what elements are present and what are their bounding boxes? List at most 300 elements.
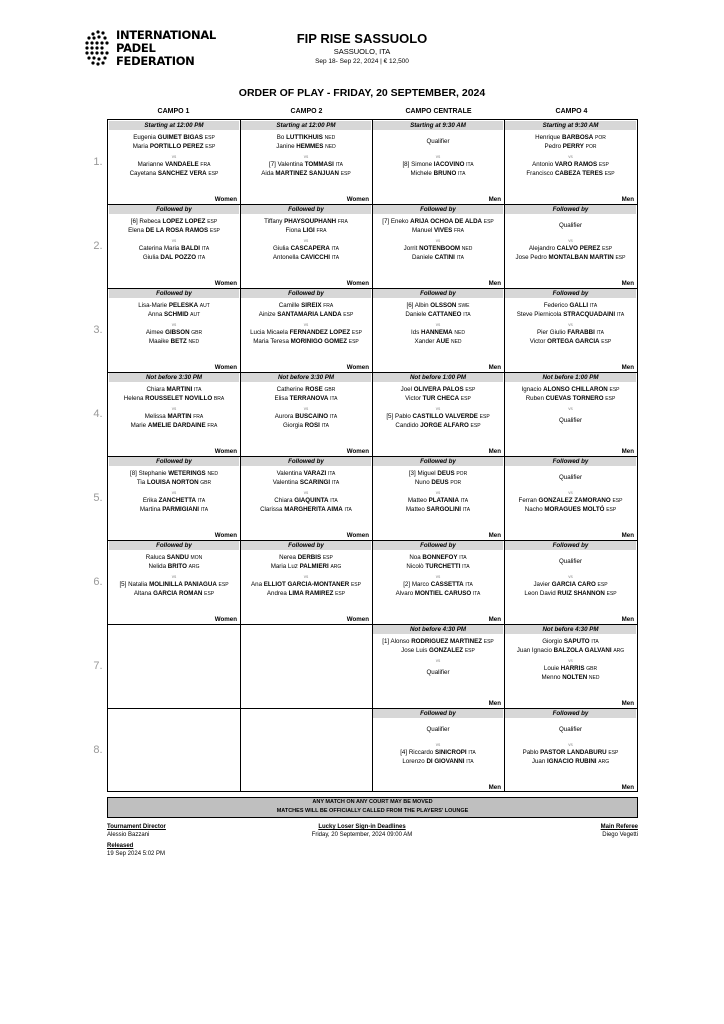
player-line (240, 581, 372, 589)
player-last-name: ROSI (304, 422, 320, 429)
match-cell (504, 372, 637, 456)
player-line (240, 218, 372, 226)
match-time-header: Not before 1:00 PM (373, 373, 503, 382)
player-line (504, 726, 637, 734)
row-number: 5. (93, 492, 103, 504)
match-cell (108, 288, 240, 372)
player-first-name: Raluca (145, 554, 166, 561)
player-last-name: MONTALBAN MARTIN (548, 254, 614, 261)
lucky-loser-label: Lucky Loser Sign-in Deadlines (318, 824, 406, 830)
player-last-name: CABEZA TERES (554, 170, 603, 177)
player-country: ITA (463, 312, 471, 318)
player-last-name: CAVICCHI (300, 254, 330, 261)
player-first-name: Alonso (390, 638, 410, 645)
player-country: ESP (340, 171, 351, 177)
player-line (240, 302, 372, 310)
vs-label: vs (171, 322, 177, 327)
player-first-name: Nacho (524, 506, 543, 513)
player-first-name: Maria Luz (270, 563, 298, 570)
player-country: FRA (200, 162, 211, 168)
player-first-name: Ferran (518, 497, 537, 504)
player-line (108, 302, 240, 310)
tournament-title: FIP RISE SASSUOLO (296, 31, 428, 46)
player-first-name: Altana (133, 590, 152, 597)
player-last-name: DAL POZZO (160, 254, 197, 261)
player-country: ITA (462, 507, 471, 513)
match-category: Women (346, 280, 369, 287)
match-time-header: Followed by (241, 205, 371, 214)
player-line (240, 479, 372, 487)
player-last-name: RUIZ SHANNON (557, 590, 605, 597)
player-last-name: VARO RAMOS (554, 161, 598, 168)
match-category: Men (488, 280, 501, 287)
vs-label: vs (435, 658, 441, 663)
player-country: ITA (456, 255, 465, 261)
player-line (504, 558, 637, 566)
player-last-name: MARTINI (166, 386, 193, 393)
vs-label: vs (171, 406, 177, 411)
player-last-name: MORINIGO GOMEZ (290, 338, 347, 345)
match-time-header: Followed by (505, 709, 636, 718)
match-category: Men (621, 196, 634, 203)
player-line (504, 474, 637, 482)
match-cell (372, 540, 504, 624)
player-country: ESP (209, 228, 220, 234)
player-country: POR (595, 135, 606, 141)
player-last-name: SARGOLINI (426, 506, 461, 513)
vs-label: vs (568, 154, 573, 159)
vs-label: vs (568, 658, 573, 663)
player-first-name: Riccardo (408, 749, 434, 756)
player-first-name: Qualifier (426, 669, 450, 676)
player-country: ITA (200, 507, 209, 513)
match-time-header: Not before 3:30 PM (109, 373, 239, 382)
player-country: NED (325, 144, 336, 150)
player-first-name: Helena (123, 395, 144, 402)
player-last-name: LOPEZ LOPEZ (162, 218, 206, 225)
player-first-name: Albin (414, 302, 429, 309)
player-first-name: Aida (261, 170, 274, 177)
player-country: NED (207, 471, 218, 477)
match-category: Men (621, 784, 634, 791)
player-country: ESP (483, 219, 494, 225)
vs-label: vs (303, 238, 309, 243)
player-first-name: Francisco (526, 170, 554, 177)
player-last-name: OLSSON (430, 302, 457, 309)
player-line (504, 665, 637, 673)
player-line (372, 218, 504, 226)
player-first-name: Leon David (524, 590, 556, 597)
player-last-name: CATINI (434, 254, 455, 261)
director-block (107, 823, 166, 858)
player-first-name: Steve Piernicola (516, 311, 562, 318)
player-country: ESP (208, 171, 219, 177)
player-country: ITA (197, 255, 206, 261)
match-category: Men (488, 784, 501, 791)
player-last-name: GALLI (569, 302, 589, 309)
match-time-header: Followed by (373, 457, 503, 466)
referee-block (601, 823, 638, 839)
match-category: Women (214, 448, 237, 455)
player-line (108, 413, 240, 421)
player-country: ITA (458, 171, 466, 177)
player-last-name: VANDAELE (165, 161, 199, 168)
player-country: FRA (323, 303, 334, 309)
player-first-name: Giorgia (283, 422, 303, 429)
vs-label: vs (435, 154, 441, 159)
player-country: ITA (331, 246, 339, 252)
player-line (504, 417, 637, 425)
player-line (504, 758, 637, 766)
match-category: Women (346, 616, 369, 623)
player-line (504, 338, 637, 346)
player-first-name: Lorenzo (402, 758, 425, 765)
player-country: ESP (207, 219, 218, 225)
player-country: SWE (458, 303, 470, 309)
referee-label: Main Referee (600, 824, 638, 830)
player-first-name: Valentina (276, 470, 302, 477)
player-country: ITA (460, 498, 469, 504)
match-cell (372, 708, 504, 792)
match-cell (240, 120, 372, 204)
match-time-header: Followed by (109, 541, 239, 550)
player-seed: [6] (406, 302, 414, 309)
notice-banner (107, 797, 638, 818)
player-line (240, 386, 372, 394)
player-line (372, 581, 504, 589)
match-time-header: Starting at 12:00 PM (109, 121, 239, 130)
player-country: ESP (597, 582, 608, 588)
player-first-name: Qualifier (426, 138, 450, 145)
player-first-name: Marco (411, 581, 430, 588)
match-time-header: Followed by (505, 205, 636, 214)
director-label: Tournament Director (107, 824, 166, 830)
player-first-name: Candido (395, 422, 419, 429)
player-first-name: Aimee (145, 329, 164, 336)
player-line (372, 647, 504, 655)
player-last-name: MARTINEZ SANJUAN (275, 170, 339, 177)
player-first-name: Andrea (266, 590, 287, 597)
match-cell (504, 204, 637, 288)
player-country: ESP (602, 246, 613, 252)
player-first-name: Pier Giulio (537, 329, 566, 336)
player-line (504, 674, 637, 682)
row-number: 3. (93, 324, 103, 336)
player-first-name: Catherine (276, 386, 304, 393)
player-country: ITA (194, 387, 202, 393)
player-last-name: AUE (436, 338, 450, 345)
player-line (504, 311, 637, 319)
player-last-name: SCARINGI (299, 479, 331, 486)
player-last-name: PLATANIA (428, 497, 459, 504)
player-last-name: ROSE (305, 386, 323, 393)
player-last-name: TUR CHECA (422, 395, 460, 402)
vs-label: vs (435, 742, 441, 747)
player-country: ARG (613, 648, 625, 654)
player-last-name: MONTIEL CARUSO (414, 590, 472, 597)
player-country: ITA (459, 555, 467, 561)
player-first-name: Martina (139, 506, 161, 513)
vs-label: vs (435, 322, 441, 327)
player-country: ITA (468, 750, 476, 756)
player-line (504, 386, 637, 394)
player-first-name: Michele (410, 170, 432, 177)
player-line (504, 590, 637, 598)
player-line (240, 161, 372, 169)
match-category: Women (214, 616, 237, 623)
match-time-header: Not before 3:30 PM (241, 373, 371, 382)
player-country: ESP (608, 750, 619, 756)
player-seed: [8] (402, 161, 410, 168)
player-last-name: LIMA RAMIREZ (288, 590, 334, 597)
match-cell (372, 204, 504, 288)
player-first-name: Pedro (544, 143, 562, 150)
row-number: 8. (93, 744, 103, 756)
player-country: ITA (466, 759, 474, 765)
player-last-name: CATTANEO (428, 311, 462, 318)
player-country: ESP (205, 144, 216, 150)
vs-label: vs (568, 490, 573, 495)
player-first-name: Bo (276, 134, 285, 141)
player-seed: [6] (130, 218, 138, 225)
vs-label: vs (435, 238, 441, 243)
match-time-header: Starting at 12:00 PM (241, 121, 371, 130)
player-country: ESP (479, 414, 490, 420)
player-country: NED (588, 675, 600, 681)
player-line (504, 638, 637, 646)
player-country: ITA (201, 246, 210, 252)
player-last-name: IGNACIO RUBINI (547, 758, 597, 765)
notice-line: ANY MATCH ON ANY COURT MAY BE MOVED (312, 799, 433, 805)
match-category: Men (621, 532, 634, 539)
player-line (372, 254, 504, 262)
player-seed: [4] (400, 749, 408, 756)
player-line (108, 329, 240, 337)
match-time-header: Followed by (373, 541, 503, 550)
player-country: FRA (193, 414, 204, 420)
player-line (372, 413, 504, 421)
player-first-name: Lucia Micaela (250, 329, 288, 336)
tournament-location: SASSUOLO, ITA (333, 47, 391, 56)
player-last-name: ALONSO CHILLARON (543, 386, 608, 393)
player-last-name: PORTILLO PEREZ (149, 143, 204, 150)
player-last-name: LOUISA NORTON (146, 479, 199, 486)
player-last-name: FARABBI (567, 329, 595, 336)
player-first-name: Valentina (277, 161, 303, 168)
player-last-name: DEUS (437, 470, 455, 477)
player-first-name: Giorgio (542, 638, 563, 645)
player-line (240, 413, 372, 421)
player-line (108, 386, 240, 394)
player-last-name: TURCHETTI (425, 563, 461, 570)
player-first-name: Nuno (414, 479, 430, 486)
player-country: ESP (615, 255, 626, 261)
player-first-name: Antonella (272, 254, 299, 261)
player-country: ITA (197, 498, 206, 504)
player-country: ARG (598, 759, 610, 765)
player-line (240, 497, 372, 505)
vs-label: vs (435, 490, 441, 495)
player-first-name: Marie (130, 422, 147, 429)
player-line (372, 669, 504, 677)
vs-label: vs (171, 238, 177, 243)
player-seed: [3] (408, 470, 416, 477)
player-last-name: CASSETTA (430, 581, 464, 588)
player-first-name: Alvaro (395, 590, 414, 597)
player-line (108, 479, 240, 487)
player-first-name: Nelida (148, 563, 167, 570)
match-cell (240, 456, 372, 540)
player-line (240, 311, 372, 319)
match-category: Men (488, 196, 501, 203)
player-seed: [8] (129, 470, 137, 477)
player-line (240, 470, 372, 478)
player-country: FRA (207, 423, 218, 429)
player-line (372, 422, 504, 430)
player-line (372, 554, 504, 562)
match-cell (504, 624, 637, 708)
match-time-header: Followed by (109, 205, 239, 214)
player-last-name: ARIJA OCHOA DE ALDA (410, 218, 482, 225)
player-country: ESP (609, 387, 620, 393)
player-country: GBR (586, 666, 598, 672)
player-line (240, 329, 372, 337)
player-last-name: ELLIOT GARCIA-MONTANER (263, 581, 350, 588)
logo-line: PADEL (116, 41, 156, 55)
player-line (108, 134, 240, 142)
player-first-name: Qualifier (558, 558, 583, 565)
player-line (108, 170, 240, 178)
lucky-loser-value: Friday, 20 September, 2024 09:00 AM (311, 832, 413, 838)
player-line (108, 254, 240, 262)
player-first-name: Ana (251, 581, 263, 588)
player-first-name: Noa (409, 554, 421, 561)
notice-line: MATCHES WILL BE OFFICIALLY CALLED FROM THE PLAYERS' LOUNGE (276, 808, 469, 814)
player-line (504, 497, 637, 505)
match-category: Women (214, 532, 237, 539)
player-country: AUT (199, 303, 210, 309)
match-time-header: Followed by (373, 709, 503, 718)
player-last-name: VARAZI (303, 470, 327, 477)
player-country: ITA (465, 582, 473, 588)
match-cell (108, 456, 240, 540)
player-line (240, 170, 372, 178)
player-line (240, 338, 372, 346)
player-first-name: Maria Teresa (253, 338, 289, 345)
player-line (372, 161, 504, 169)
player-last-name: NOLTEN (562, 674, 588, 681)
schedule-grid (107, 119, 638, 792)
player-last-name: MORAGUES MOLTÓ (544, 506, 605, 513)
vs-label: vs (171, 490, 177, 495)
match-cell (240, 372, 372, 456)
player-first-name: Victor (529, 338, 546, 345)
vs-label: vs (303, 406, 309, 411)
match-time-header: Followed by (373, 289, 503, 298)
player-line (504, 143, 637, 151)
player-line (240, 245, 372, 253)
player-line (372, 311, 504, 319)
row-number: 2. (93, 240, 103, 252)
match-cell (108, 120, 240, 204)
player-last-name: STRACQUADAINI (563, 311, 616, 318)
vs-label: vs (568, 742, 573, 747)
player-first-name: Giulia (142, 254, 159, 261)
player-first-name: Federico (543, 302, 568, 309)
player-country: MON (190, 555, 203, 561)
match-time-header: Not before 1:00 PM (505, 373, 636, 382)
player-first-name: Maria (132, 143, 149, 150)
player-last-name: GONZALEZ (429, 647, 464, 654)
player-line (504, 222, 637, 230)
player-first-name: Jose Pedro (515, 254, 547, 261)
player-last-name: VIVES (434, 227, 453, 234)
player-country: FRA (316, 228, 327, 234)
match-cell (372, 120, 504, 204)
player-line (504, 245, 637, 253)
player-first-name: Janine (276, 143, 295, 150)
player-line (240, 506, 372, 514)
player-line (504, 506, 637, 514)
match-category: Men (621, 700, 634, 707)
vs-label: vs (568, 238, 573, 243)
player-last-name: DEUS (431, 479, 449, 486)
match-cell (504, 708, 637, 792)
player-country: ITA (329, 414, 338, 420)
player-line (372, 749, 504, 757)
player-country: ITA (344, 507, 352, 513)
player-line (372, 138, 504, 146)
player-line (240, 254, 372, 262)
player-country: ESP (604, 171, 615, 177)
player-line (504, 170, 637, 178)
player-seed: [5] (386, 413, 394, 420)
player-country: ITA (596, 330, 604, 336)
player-last-name: PARMIGIANI (162, 506, 199, 513)
player-first-name: Qualifier (426, 726, 450, 733)
match-time-header: Followed by (373, 205, 503, 214)
player-country: BRA (213, 396, 225, 402)
player-line (108, 563, 240, 571)
match-category: Women (214, 280, 237, 287)
player-line (372, 590, 504, 598)
player-last-name: TERRANOVA (289, 395, 329, 402)
match-cell (504, 288, 637, 372)
player-line (108, 590, 240, 598)
vs-label: vs (568, 406, 573, 411)
player-first-name: Menno (541, 674, 561, 681)
player-line (108, 506, 240, 514)
player-first-name: Clarissa (260, 506, 283, 513)
court-header: CAMPO 2 (290, 108, 323, 115)
vs-label: vs (303, 322, 309, 327)
player-last-name: CASTILLO VALVERDE (412, 413, 478, 420)
row-number: 1. (93, 156, 103, 168)
player-line (108, 470, 240, 478)
player-first-name: Daniele (411, 254, 433, 261)
match-time-header: Starting at 9:30 AM (505, 121, 636, 130)
player-first-name: Victor (405, 395, 421, 402)
player-line (372, 245, 504, 253)
player-last-name: GIBSON (165, 329, 190, 336)
player-last-name: SCHMID (164, 311, 189, 318)
match-category: Men (488, 448, 501, 455)
player-last-name: DI GIOVANNI (426, 758, 465, 765)
match-time-header: Followed by (241, 457, 371, 466)
tournament-dates-prize: Sep 18- Sep 22, 2024 | € 12,500 (315, 58, 409, 65)
player-country: ITA (462, 564, 470, 570)
player-first-name: Matteo (405, 506, 425, 513)
